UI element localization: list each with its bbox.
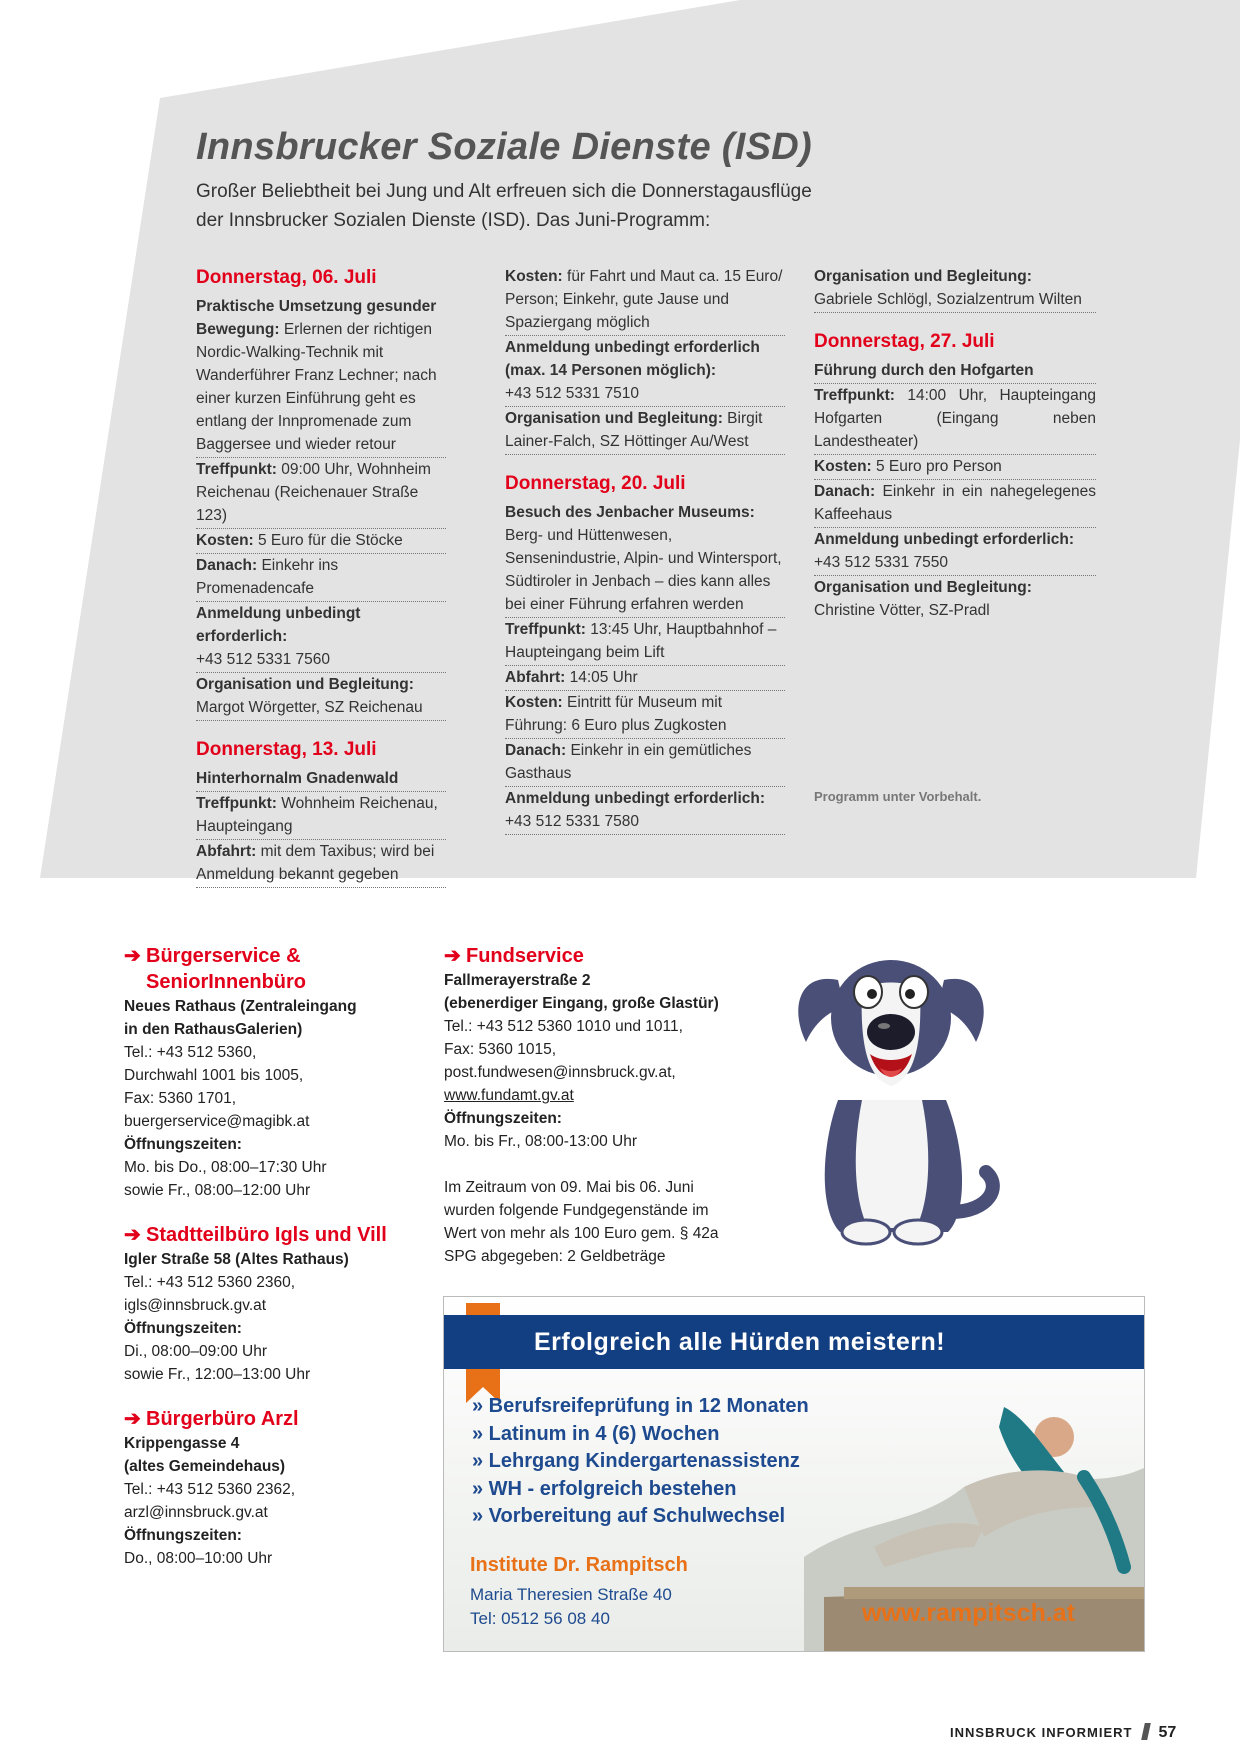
phone: Tel.: +43 512 5360 2362, xyxy=(124,1481,296,1498)
event-treffpunkt xyxy=(505,618,785,666)
value: Birgit Lainer-Falch, SZ Höttinger Au/West xyxy=(505,410,763,450)
program-note: Programm unter Vorbehalt. xyxy=(814,789,982,804)
value: Margot Wörgetter, SZ Reichenau xyxy=(196,699,423,716)
isd-intro: Großer Beliebtheit bei Jung und Alt erfreuen sich die Donnerstagausflüge der Innsbrucker Sozialen Dienste (ISD). Das Juni-Programm: xyxy=(196,181,812,231)
page-number: 57 xyxy=(1158,1724,1177,1741)
page-footer xyxy=(950,1723,1176,1742)
arrow-right-icon: ➔ xyxy=(124,945,141,967)
email-link[interactable]: arzl@innsbruck.gv.at xyxy=(124,1504,268,1521)
phone: +43 512 5331 7550 xyxy=(814,554,949,571)
event-subtitle: Hinterhornalm Gnadenwald xyxy=(196,767,446,792)
event-treffpunkt xyxy=(196,458,446,529)
fundservice-block xyxy=(444,943,764,1268)
fax: Fax: 5360 1015, xyxy=(444,1041,557,1058)
label: Organisation und Begleitung: xyxy=(505,410,723,427)
event-abfahrt xyxy=(505,666,785,691)
event-bewegung xyxy=(196,318,446,458)
info-column-left xyxy=(124,943,424,1590)
list-item: » Lehrgang Kindergartenassistenz xyxy=(472,1450,800,1472)
phone: +43 512 5331 7510 xyxy=(505,385,640,402)
value: mit dem Taxibus; wird bei Anmeldung bekannt gegeben xyxy=(196,843,435,883)
value: 09:00 Uhr, Wohnheim Reichenau (Reichenauer Straße 123) xyxy=(196,461,431,524)
event-description: Berg- und Hüttenwesen, Sensenindustrie, Alpin- und Wintersport, Südtiroler in Jenbach – dies kann alles bei einer Führung erfahren werden xyxy=(505,524,785,618)
event-kosten xyxy=(196,529,446,554)
address-line: Igler Straße 58 (Altes Rathaus) xyxy=(124,1251,349,1268)
address-line: Fallmerayerstraße 2 xyxy=(444,972,591,989)
advertisement-banner[interactable] xyxy=(443,1296,1145,1652)
ad-phone: Tel: 0512 56 08 40 xyxy=(470,1609,610,1628)
label: Bewegung: xyxy=(196,321,280,338)
address-line: (ebenerdiger Eingang, große Glastür) xyxy=(444,995,719,1012)
email-link[interactable]: igls@innsbruck.gv.at xyxy=(124,1297,267,1314)
event-treffpunkt xyxy=(196,792,446,840)
value: Einkehr in ein gemütliches Gasthaus xyxy=(505,742,752,782)
buergerbuero-heading xyxy=(124,1406,424,1432)
isd-title: Innsbrucker Soziale Dienste (ISD) xyxy=(196,126,812,168)
label: Anmeldung unbedingt erforderlich: xyxy=(196,605,361,645)
list-item: » Berufsreifeprüfung in 12 Monaten xyxy=(472,1395,809,1417)
extension: Durchwahl 1001 bis 1005, xyxy=(124,1067,304,1084)
email-link[interactable]: post.fundwesen@innsbruck.gv.at, xyxy=(444,1064,676,1081)
event-danach xyxy=(814,480,1096,528)
label: Treffpunkt: xyxy=(814,387,895,404)
label: Kosten: xyxy=(196,532,254,549)
value: 5 Euro pro Person xyxy=(871,458,1002,475)
event-danach xyxy=(196,554,446,602)
isd-column-3 xyxy=(814,265,1096,804)
hours-line: Mo. bis Fr., 08:00-13:00 Uhr xyxy=(444,1133,637,1150)
event-subtitle: Praktische Umsetzung gesunder xyxy=(196,298,437,315)
event-treffpunkt xyxy=(814,384,1096,455)
value: 13:45 Uhr, Hauptbahnhof – Haupteingang beim Lift xyxy=(505,621,777,661)
heading-line-1: Bürgerservice & xyxy=(146,945,301,967)
ad-course-list xyxy=(472,1393,809,1531)
label: Treffpunkt: xyxy=(196,461,277,478)
heading-text: Stadtteilbüro Igls und Vill xyxy=(146,1224,387,1246)
hours-label: Öffnungszeiten: xyxy=(124,1527,242,1544)
event-subtitle: Besuch des Jenbacher Museums: xyxy=(505,504,755,521)
label: Danach: xyxy=(196,557,258,574)
address-line: in den RathausGalerien) xyxy=(124,1021,303,1038)
buergerservice-block xyxy=(124,943,424,1202)
list-item: » Vorbereitung auf Schulwechsel xyxy=(472,1505,786,1527)
event-anmeldung xyxy=(505,336,785,407)
event-kosten xyxy=(505,691,785,739)
buergerbuero-block xyxy=(124,1406,424,1570)
hours-line: Di., 08:00–09:00 Uhr xyxy=(124,1343,268,1360)
event-anmeldung xyxy=(196,602,446,673)
value: Einkehr ins Promenadencafe xyxy=(196,557,339,597)
event-kosten xyxy=(814,455,1096,480)
stadtteilbuero-block xyxy=(124,1222,424,1386)
event-anmeldung xyxy=(814,528,1096,576)
phone: Tel.: +43 512 5360, xyxy=(124,1044,257,1061)
label: Anmeldung unbedingt erforderlich (max. 14 Personen möglich): xyxy=(505,339,760,379)
arrow-right-icon: ➔ xyxy=(124,1224,141,1246)
buergerservice-heading xyxy=(124,943,424,995)
label: Organisation und Begleitung: xyxy=(196,676,414,693)
fax: Fax: 5360 1701, xyxy=(124,1090,237,1107)
heading-line-2: SeniorInnenbüro xyxy=(146,971,306,993)
phone: Tel.: +43 512 5360 2360, xyxy=(124,1274,296,1291)
event-organisation xyxy=(814,576,1096,622)
event-kosten xyxy=(505,265,785,336)
label: Anmeldung unbedingt erforderlich: xyxy=(505,790,766,807)
phone: +43 512 5331 7580 xyxy=(505,813,640,830)
ad-address: Maria Theresien Straße 40 xyxy=(470,1585,672,1604)
label: Treffpunkt: xyxy=(505,621,586,638)
value: 14:00 Uhr, Haupteingang Hofgarten (Eingang neben Landestheater) xyxy=(814,387,1096,450)
address-line: (altes Gemeindehaus) xyxy=(124,1458,286,1475)
event-date-13-juli: Donnerstag, 13. Juli xyxy=(196,739,377,760)
label: Danach: xyxy=(814,483,876,500)
isd-column-2 xyxy=(505,265,785,835)
value: Eintritt für Museum mit Führung: 6 Euro plus Zugkosten xyxy=(505,694,727,734)
event-organisation xyxy=(814,265,1096,313)
ad-institute-name: Institute Dr. Rampitsch xyxy=(470,1554,688,1576)
hours-label: Öffnungszeiten: xyxy=(444,1110,562,1127)
list-item: » WH - erfolgreich bestehen xyxy=(472,1477,737,1500)
ad-website-link[interactable]: www.rampitsch.at xyxy=(862,1599,1076,1627)
phone: Tel.: +43 512 5360 1010 und 1011, xyxy=(444,1018,683,1035)
event-subtitle: Führung durch den Hofgarten xyxy=(814,359,1096,384)
label: Abfahrt: xyxy=(505,669,566,686)
fundservice-heading xyxy=(444,943,764,969)
label: Organisation und Begleitung: xyxy=(814,579,1032,596)
isd-column-1 xyxy=(196,265,446,888)
label: Kosten: xyxy=(505,268,563,285)
value: 5 Euro für die Stöcke xyxy=(253,532,403,549)
hours-line: sowie Fr., 12:00–13:00 Uhr xyxy=(124,1366,311,1383)
label: Abfahrt: xyxy=(196,843,257,860)
label: Kosten: xyxy=(505,694,563,711)
heading-text: Fundservice xyxy=(466,945,584,967)
event-danach xyxy=(505,739,785,787)
value: Gabriele Schlögl, Sozialzentrum Wilten xyxy=(814,291,1082,308)
address-line: Krippengasse 4 xyxy=(124,1435,240,1452)
event-date-27-juli: Donnerstag, 27. Juli xyxy=(814,331,995,352)
event-date-06-juli: Donnerstag, 06. Juli xyxy=(196,267,377,288)
footer-divider xyxy=(1141,1723,1151,1740)
value: Wohnheim Reichenau, Haupteingang xyxy=(196,795,438,835)
hours-line: Do., 08:00–10:00 Uhr xyxy=(124,1550,273,1567)
ad-title: Erfolgreich alle Hürden meistern! xyxy=(444,1315,1145,1369)
value: 14:05 Uhr xyxy=(565,669,638,686)
label: Kosten: xyxy=(814,458,872,475)
arrow-right-icon: ➔ xyxy=(444,945,461,967)
label: Danach: xyxy=(505,742,567,759)
heading-text: Bürgerbüro Arzl xyxy=(146,1408,299,1430)
dog-illustration xyxy=(790,950,1000,1250)
event-date-20-juli: Donnerstag, 20. Juli xyxy=(505,473,686,494)
website-link[interactable]: www.fundamt.gv.at xyxy=(444,1087,574,1104)
stadtteilbuero-heading xyxy=(124,1222,424,1248)
phone: +43 512 5331 7560 xyxy=(196,651,331,668)
value: Erlernen der richtigen Nordic-Walking-Technik mit Wanderführer Franz Lechner; nach einer kurzen Einführung geht es entlang der Innpromenade zum Baggersee und wieder retour xyxy=(196,321,437,453)
hours-label: Öffnungszeiten: xyxy=(124,1320,242,1337)
value: Einkehr in ein nahegelegenes Kaffeehaus xyxy=(814,483,1096,523)
event-abfahrt xyxy=(196,840,446,888)
arrow-right-icon: ➔ xyxy=(124,1408,141,1430)
event-anmeldung xyxy=(505,787,785,835)
address-line: Neues Rathaus (Zentraleingang xyxy=(124,998,357,1015)
publication-name: INNSBRUCK INFORMIERT xyxy=(950,1725,1133,1740)
value: für Fahrt und Maut ca. 15 Euro/ Person; Einkehr, gute Jause und Spaziergang möglich xyxy=(505,268,783,331)
isd-header xyxy=(196,126,1096,235)
label: Anmeldung unbedingt erforderlich: xyxy=(814,531,1075,548)
hours-line: sowie Fr., 08:00–12:00 Uhr xyxy=(124,1182,311,1199)
email-link[interactable]: buergerservice@magibk.at xyxy=(124,1113,310,1130)
event-organisation xyxy=(505,407,785,455)
fundservice-notice: Im Zeitraum von 09. Mai bis 06. Juni wurden folgende Fundgegenstände im Wert von mehr als 100 Euro gem. § 42a SPG abgegeben: 2 Geldbeträge xyxy=(444,1179,719,1265)
list-item: » Latinum in 4 (6) Wochen xyxy=(472,1422,720,1445)
event-organisation xyxy=(196,673,446,721)
hours-label: Öffnungszeiten: xyxy=(124,1136,242,1153)
value: Christine Vötter, SZ-Pradl xyxy=(814,602,990,619)
hours-line: Mo. bis Do., 08:00–17:30 Uhr xyxy=(124,1159,327,1176)
label: Treffpunkt: xyxy=(196,795,277,812)
label: Organisation und Begleitung: xyxy=(814,268,1032,285)
ad-contact xyxy=(470,1583,672,1631)
